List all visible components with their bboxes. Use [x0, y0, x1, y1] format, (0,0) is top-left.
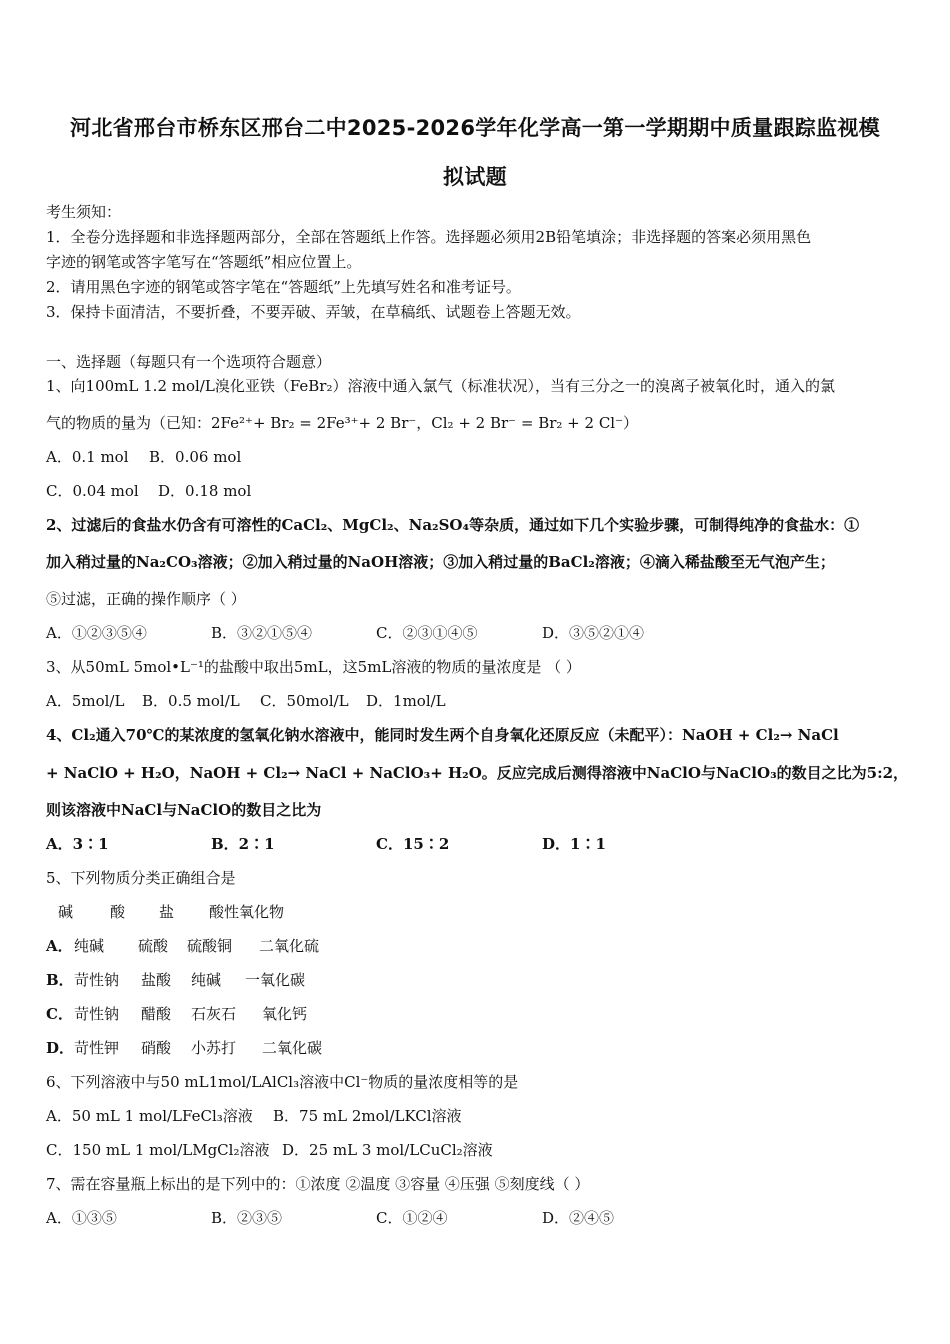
- option-b: B．②③⑤: [211, 1209, 283, 1227]
- title-line-1: 河北省邢台市桥东区邢台二中2025-2026学年化学高一第一学期期中质量跟踪监视模: [70, 116, 880, 140]
- question-5-text: 5、下列物质分类正确组合是: [46, 869, 236, 887]
- option-b: B．0.5 mol/L: [142, 692, 240, 710]
- option-b: B．75 mL 2mol/LKCl溶液: [273, 1107, 462, 1125]
- question-7-text: 7、需在容量瓶上标出的是下列中的：①浓度 ②温度 ③容量 ④压强 ⑤刻度线（ ）: [46, 1175, 590, 1193]
- cell-acid: 盐酸: [141, 971, 172, 989]
- question-4-text: + NaClO + H₂O，NaOH + Cl₂→ NaCl + NaClO₃+ H₂O。反应完成后测得溶液中NaClO与NaClO₃的数目之比为5:2，: [46, 764, 909, 782]
- option-c: C．0.04 mol: [46, 482, 139, 500]
- question-4-options: [46, 834, 916, 854]
- option-d: D．0.18 mol: [158, 482, 252, 500]
- row-label: C．: [46, 1005, 73, 1023]
- notice-item: 2．请用黑色字迹的钢笔或答字笔在“答题纸”上先填写姓名和准考证号。: [46, 278, 521, 296]
- header-acidic-oxide: 酸性氧化物: [209, 903, 285, 921]
- option-b: B．2∶1: [211, 835, 275, 853]
- notice-item: 1．全卷分选择题和非选择题两部分，全部在答题纸上作答。选择题必须用2B铅笔填涂；非选择题的答案必须用黑色: [46, 228, 812, 246]
- option-d: D．1∶1: [542, 835, 606, 853]
- option-a: A．50 mL 1 mol/LFeCl₃溶液: [46, 1107, 253, 1125]
- cell-base: 苛性钾: [74, 1039, 120, 1057]
- cell-acid: 硫酸: [138, 937, 169, 955]
- classification-row: [46, 1004, 916, 1024]
- cell-oxide: 一氧化碳: [245, 971, 306, 989]
- question-1-options: [46, 447, 916, 467]
- option-d: D．1mol/L: [366, 692, 446, 710]
- question-1-text: 1、向100mL 1.2 mol/L溴化亚铁（FeBr₂）溶液中通入氯气（标准状况），当有三分之一的溴离子被氧化时，通入的氯: [46, 377, 835, 395]
- option-a: A．①②③⑤④: [46, 624, 147, 642]
- notice-heading: 考生须知：: [46, 203, 122, 221]
- classification-header-row: [46, 902, 916, 922]
- notice-item: 3．保持卡面清洁，不要折叠，不要弄破、弄皱，在草稿纸、试题卷上答题无效。: [46, 303, 581, 321]
- option-b: B．0.06 mol: [149, 448, 242, 466]
- header-acid: 酸: [110, 903, 126, 921]
- question-2-options: [46, 623, 916, 643]
- question-6-options: [46, 1140, 916, 1160]
- question-1-options: [46, 481, 916, 501]
- question-3-options: [46, 691, 916, 711]
- option-a: A．0.1 mol: [46, 448, 129, 466]
- option-d: D．②④⑤: [542, 1209, 615, 1227]
- notice-item: 字迹的钢笔或答字笔写在“答题纸”相应位置上。: [46, 253, 362, 271]
- cell-acid: 硝酸: [141, 1039, 172, 1057]
- option-b: B．③②①⑤④: [211, 624, 313, 642]
- title-line-2: 拟试题: [443, 165, 507, 189]
- option-a: A．5mol/L: [46, 692, 125, 710]
- classification-row: [46, 936, 916, 956]
- cell-salt: 硫酸铜: [187, 937, 233, 955]
- cell-salt: 小苏打: [191, 1039, 237, 1057]
- option-d: D．③⑤②①④: [542, 624, 645, 642]
- cell-salt: 纯碱: [191, 971, 222, 989]
- question-2-text: 加入稍过量的Na₂CO₃溶液；②加入稍过量的NaOH溶液；③加入稍过量的BaCl₂溶液；④滴入稀盐酸至无气泡产生；: [46, 553, 835, 571]
- cell-oxide: 二氧化碳: [262, 1039, 323, 1057]
- cell-base: 纯碱: [74, 937, 105, 955]
- cell-base: 苛性钠: [74, 1005, 120, 1023]
- option-c: C．①②④: [376, 1209, 448, 1227]
- question-4-text: 则该溶液中NaCl与NaClO的数目之比为: [46, 801, 322, 819]
- question-6-options: [46, 1106, 916, 1126]
- classification-row: [46, 1038, 916, 1058]
- cell-oxide: 二氧化硫: [259, 937, 320, 955]
- option-a: A．①③⑤: [46, 1209, 117, 1227]
- classification-row: [46, 970, 916, 990]
- header-salt: 盐: [159, 903, 175, 921]
- option-c: C．150 mL 1 mol/LMgCl₂溶液: [46, 1141, 270, 1159]
- option-c: C．50mol/L: [260, 692, 349, 710]
- question-2-text: ⑤过滤，正确的操作顺序（ ）: [46, 590, 246, 608]
- question-3-text: 3、从50mL 5mol•L⁻¹的盐酸中取出5mL，这5mL溶液的物质的量浓度是 （ ）: [46, 658, 581, 676]
- row-label: B．: [46, 971, 74, 989]
- question-7-options: [46, 1208, 916, 1228]
- header-base: 碱: [58, 903, 74, 921]
- row-label: D．: [46, 1039, 75, 1057]
- question-4-text: 4、Cl₂通入70℃的某浓度的氢氧化钠水溶液中，能同时发生两个自身氧化还原反应（未配平）：NaOH + Cl₂→ NaCl: [46, 726, 839, 744]
- question-1-text: 气的物质的量为（已知：2Fe²⁺+ Br₂ = 2Fe³⁺+ 2 Br⁻，Cl₂ + 2 Br⁻ = Br₂ + 2 Cl⁻）: [46, 414, 639, 432]
- cell-salt: 石灰石: [191, 1005, 237, 1023]
- cell-base: 苛性钠: [74, 971, 120, 989]
- option-c: C．②③①④⑤: [376, 624, 478, 642]
- option-d: D．25 mL 3 mol/LCuCl₂溶液: [282, 1141, 493, 1159]
- option-a: A．3∶1: [46, 835, 109, 853]
- cell-acid: 醋酸: [141, 1005, 172, 1023]
- section-heading: 一、选择题（每题只有一个选项符合题意）: [46, 353, 332, 371]
- option-c: C．15∶2: [376, 835, 450, 853]
- row-label: A．: [46, 937, 73, 955]
- question-6-text: 6、下列溶液中与50 mL1mol/LAlCl₃溶液中Cl⁻物质的量浓度相等的是: [46, 1073, 519, 1091]
- cell-oxide: 氧化钙: [262, 1005, 308, 1023]
- question-2-text: 2、过滤后的食盐水仍含有可溶性的CaCl₂、MgCl₂、Na₂SO₄等杂质，通过如下几个实验步骤，可制得纯净的食盐水：①: [46, 516, 860, 534]
